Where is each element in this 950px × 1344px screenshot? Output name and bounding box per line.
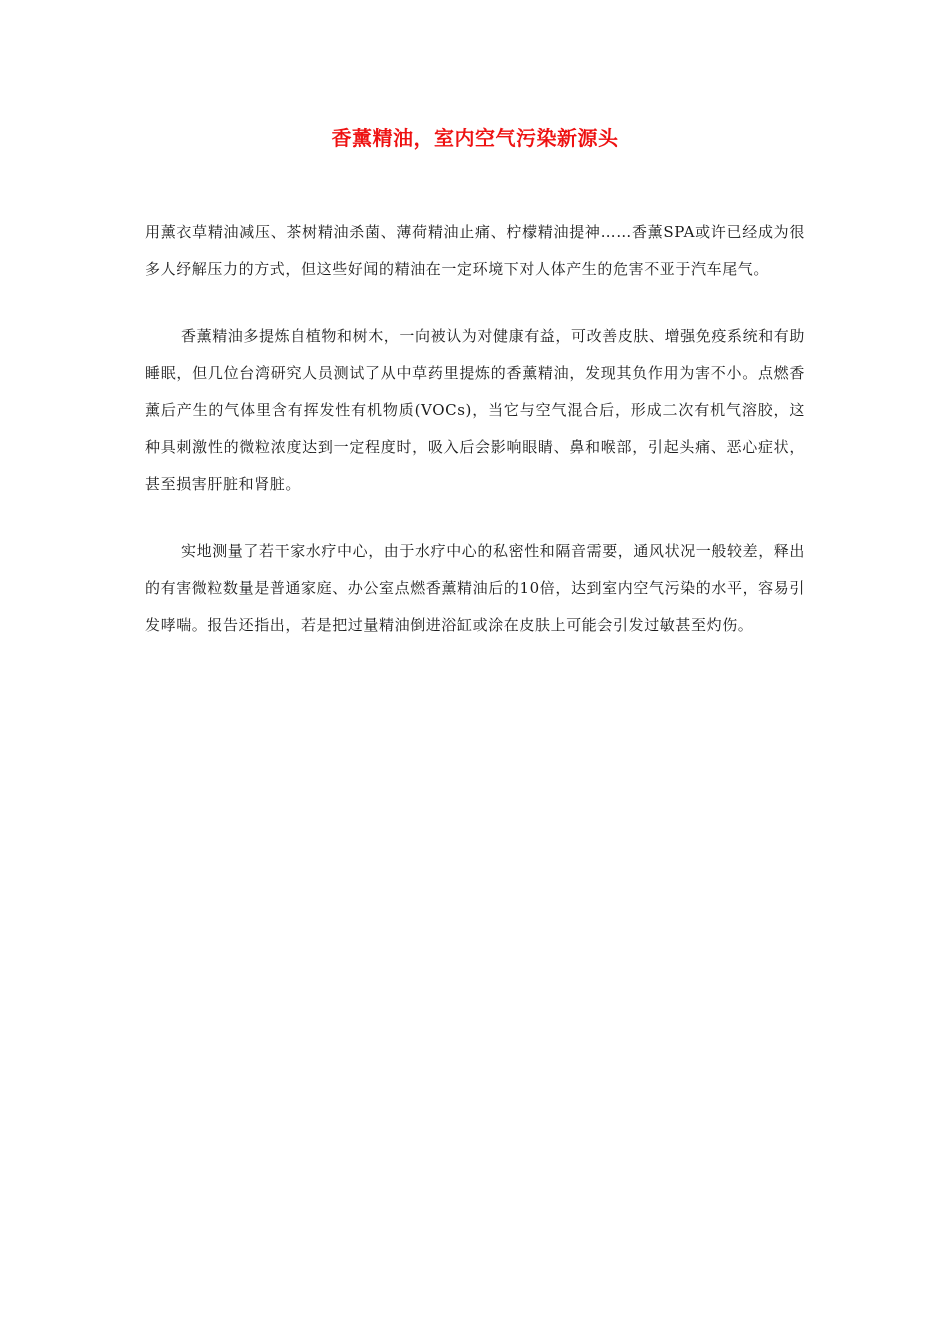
- document-title: 香薰精油，室内空气污染新源头: [331, 126, 619, 150]
- paragraph-intro: 用薰衣草精油减压、茶树精油杀菌、薄荷精油止痛、柠檬精油提神……香薰SPA或许已经成为很多人纾解压力的方式，但这些好闻的精油在一定环境下对人体产生的危害不亚于汽车尾气。: [145, 223, 805, 278]
- paragraph-research: 香薰精油多提炼自植物和树木，一向被认为对健康有益，可改善皮肤、增强免疫系统和有助睡眠，但几位台湾研究人员测试了从中草药里提炼的香薰精油，发现其负作用为害不小。点燃香薰后产生的气体里含有挥发性有机物质(VOCs)，当它与空气混合后，形成二次有机气溶胶，这种具刺激性的微粒浓度达到一定程度时，吸入后会影响眼睛、鼻和喉部，引起头痛、恶心症状，甚至损害肝脏和肾脏。: [145, 327, 806, 493]
- paragraph-spa-measurement: 实地测量了若干家水疗中心，由于水疗中心的私密性和隔音需要，通风状况一般较差，释出的有害微粒数量是普通家庭、办公室点燃香薰精油后的10倍，达到室内空气污染的水平，容易引发哮喘。报告还指出，若是把过量精油倒进浴缸或涂在皮肤上可能会引发过敏甚至灼伤。: [145, 542, 806, 634]
- document-body: [145, 214, 805, 674]
